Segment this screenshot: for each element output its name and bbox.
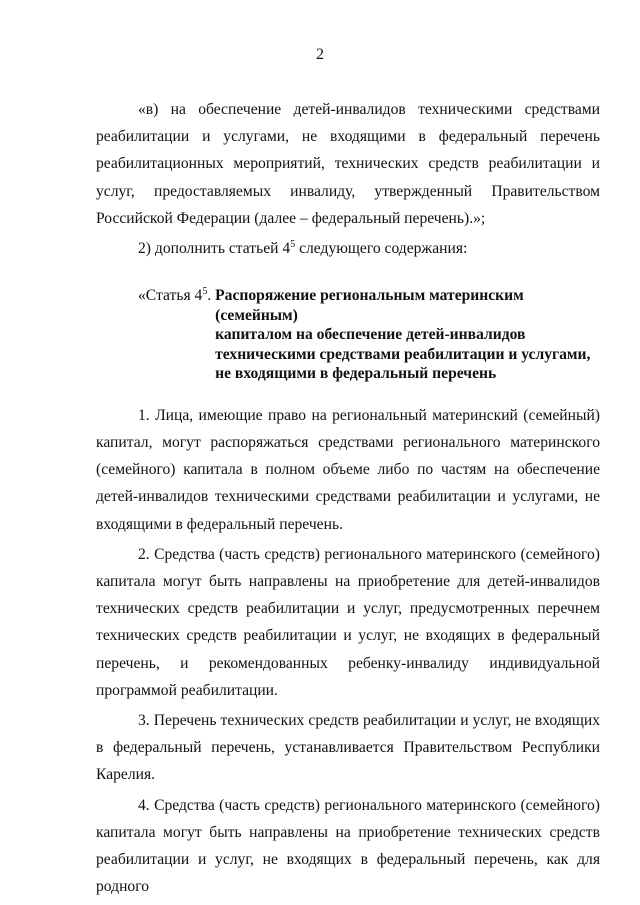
- article-prefix-dot: .: [207, 287, 212, 305]
- article-item-3: 3. Перечень технических средств реабилитации и услуг, не входящих в федеральный перечень, устанавливается Правительством Республики Карелия.: [96, 711, 600, 784]
- article-title-line-4: не входящими в федеральный перечень: [215, 365, 497, 383]
- article-heading: [96, 282, 600, 384]
- article-prefix-text: «Статья 4: [138, 287, 203, 305]
- amendment-text-end: следующего содержания:: [295, 240, 468, 258]
- article-title-line-3: техническими средствами реабилитации и услугами,: [215, 345, 591, 363]
- amendment-text-start: 2) дополнить статьей 4: [138, 240, 291, 258]
- page-number: 2: [316, 46, 324, 63]
- article-title-line-1: Распоряжение региональным материнским (семейным): [215, 287, 524, 324]
- document-body: [96, 96, 600, 900]
- paragraph-subitem-v: «в) на обеспечение детей-инвалидов техническими средствами реабилитации и услугами, не входящими в федеральный перечень реабилитационных мероприятий, технических средств реабилитации и услуг, предоставляемых инвалиду, утвержденный Правительством Российской Федерации (далее – федеральный перечень).»;: [96, 101, 600, 227]
- article-item-2: 2. Средства (часть средств) регионального материнского (семейного) капитала могут быть направлены на приобретение для детей-инвалидов технических средств реабилитации и услуг, предусмотренных перечнем технических средств реабилитации и услуг, не входящих в федеральный перечень, и рекомендованных ребенку-инвалиду индивидуальной программой реабилитации.: [96, 545, 600, 699]
- paragraph-amendment: [96, 235, 600, 262]
- article-item-1: 1. Лица, имеющие право на региональный материнский (семейный) капитал, могут распоряжаться средствами регионального материнского (семейного) капитала в полном объеме либо по частям на обеспечение детей-инвалидов техническими средствами реабилитации и услугами, не входящими в федеральный перечень.: [96, 406, 600, 533]
- article-title: [215, 282, 600, 384]
- article-title-line-2: капиталом на обеспечение детей-инвалидов: [215, 326, 526, 344]
- article-item-4: 4. Средства (часть средств) регионального материнского (семейного) капитала могут быть направлены на приобретение технических средств реабилитации и услуг, не входящих в федеральный перечень, как для родного: [96, 796, 600, 896]
- article-number: [96, 282, 215, 384]
- amendment-superscript: 5: [290, 238, 296, 250]
- article-superscript: 5: [202, 286, 208, 298]
